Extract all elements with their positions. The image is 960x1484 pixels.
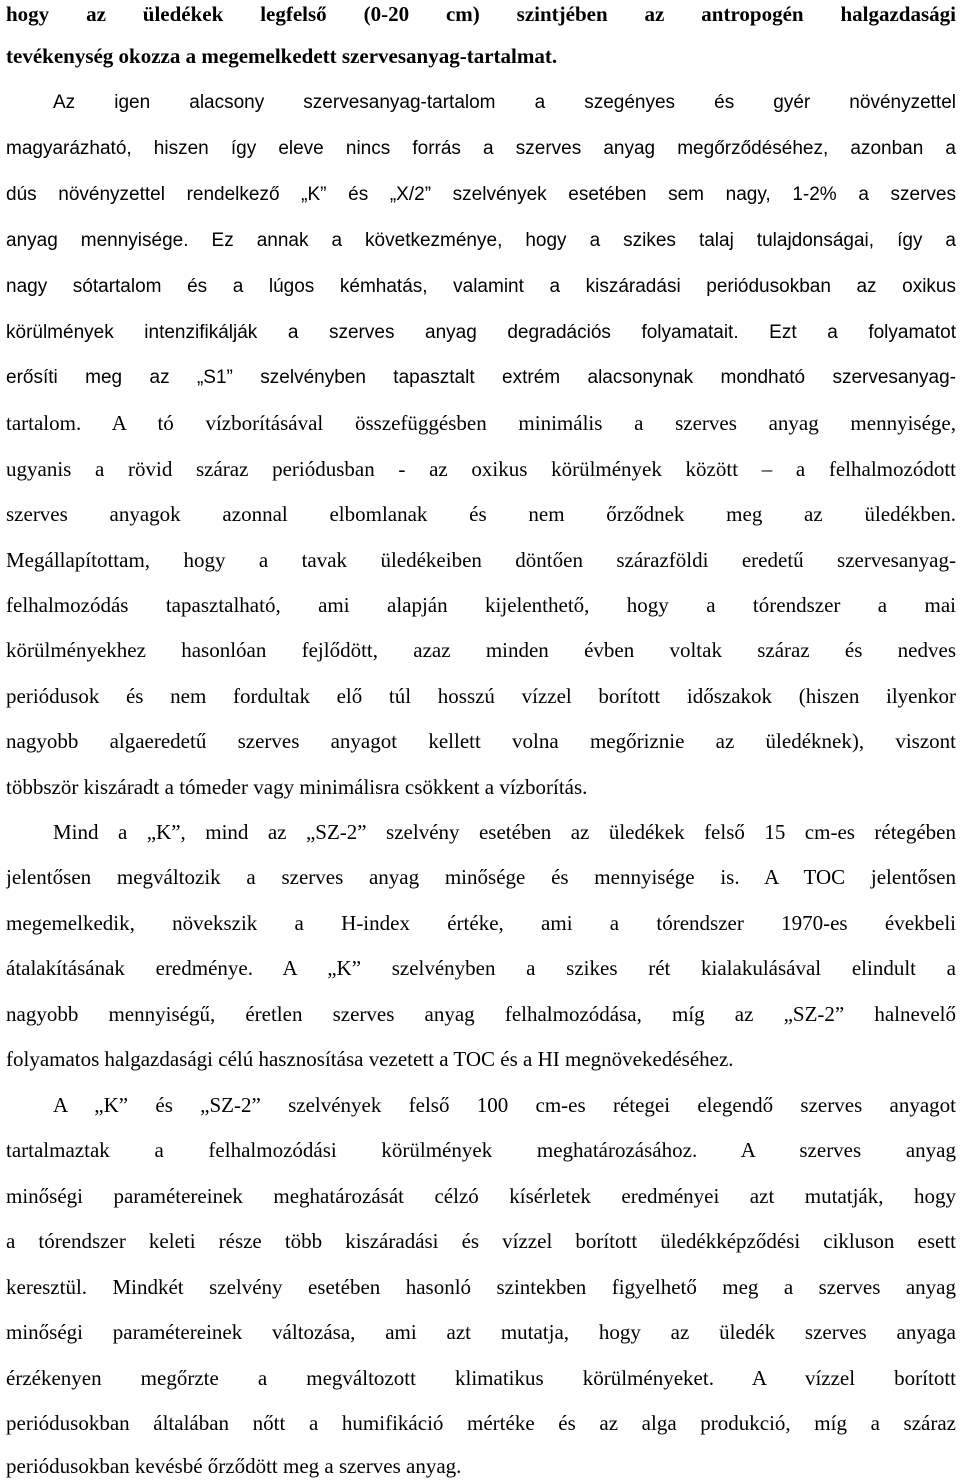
- text-line: periódusokban kevésbé őrződött meg a szerves anyag.: [6, 1454, 462, 1478]
- text-line: tartalmaztak a felhalmozódási körülmények meghatározásához. A szerves anyag: [6, 1138, 956, 1162]
- text-line: Mind a „K”, mind az „SZ-2” szelvény esetében az üledékek felső 15 cm-es rétegében: [53, 820, 956, 844]
- text-line: nagyobb algaeredetű szerves anyagot kellett volna megőriznie az üledéknek), viszont: [6, 729, 956, 753]
- text-line: nagyobb mennyiségű, éretlen szerves anyag felhalmozódása, míg az „SZ-2” halnevelő: [6, 1002, 956, 1026]
- text-line: keresztül. Mindkét szelvény esetében hasonló szintekben figyelhető meg a szerves anyag: [6, 1275, 956, 1299]
- text-line: tevékenység okozza a megemelkedett szervesanyag-tartalmat.: [6, 44, 558, 68]
- text-line: minőségi paramétereinek meghatározását célzó kísérletek eredményei azt mutatják, hogy: [6, 1184, 956, 1208]
- text-line: minőségi paramétereinek változása, ami azt mutatja, hogy az üledék szerves anyaga: [6, 1320, 956, 1344]
- text-line: Megállapítottam, hogy a tavak üledékeiben döntően szárazföldi eredetű szervesanyag-: [6, 548, 956, 572]
- text-line: erősíti meg az „S1” szelvényben tapasztalt extrém alacsonynak mondható szervesanyag-: [6, 367, 956, 388]
- text-line: a tórendszer keleti része több kiszáradási és vízzel borított üledékképződési cikluson esett: [6, 1229, 956, 1253]
- text-line: Az igen alacsony szervesanyag-tartalom a szegényes és gyér növényzettel: [53, 92, 956, 113]
- text-line: szerves anyagok azonnal elbomlanak és nem őrződnek meg az üledékben.: [6, 502, 956, 526]
- text-line: jelentősen megváltozik a szerves anyag minősége és mennyisége is. A TOC jelentősen: [6, 865, 956, 889]
- text-line: körülményekhez hasonlóan fejlődött, azaz minden évben voltak száraz és nedves: [6, 638, 956, 662]
- text-line: tartalom. A tó vízborításával összefüggésben minimális a szerves anyag mennyisége,: [6, 411, 956, 435]
- text-line: körülmények intenzifikálják a szerves anyag degradációs folyamatait. Ezt a folyamatot: [6, 322, 956, 343]
- text-line: többször kiszáradt a tómeder vagy minimálisra csökkent a vízborítás.: [6, 775, 588, 799]
- text-line: A „K” és „SZ-2” szelvények felső 100 cm-es rétegei elegendő szerves anyagot: [53, 1093, 956, 1117]
- text-line: dús növényzettel rendelkező „K” és „X/2” szelvények esetében sem nagy, 1-2% a szerves: [6, 184, 956, 205]
- text-line: periódusok és nem fordultak elő túl hosszú vízzel borított időszakok (hiszen ilyenkor: [6, 684, 956, 708]
- text-line: érzékenyen megőrzte a megváltozott klimatikus körülményeket. A vízzel borított: [6, 1366, 956, 1390]
- text-line: magyarázható, hiszen így eleve nincs forrás a szerves anyag megőrződéséhez, azonban a: [6, 138, 956, 159]
- text-line: nagy sótartalom és a lúgos kémhatás, valamint a kiszáradási periódusokban az oxikus: [6, 276, 956, 297]
- text-line: anyag mennyisége. Ez annak a következménye, hogy a szikes talaj tulajdonságai, így a: [6, 230, 956, 251]
- text-line: hogy az üledékek legfelső (0-20 cm) szintjében az antropogén halgazdasági: [6, 2, 956, 26]
- text-line: periódusokban általában nőtt a humifikáció mértéke és az alga produkció, míg a száraz: [6, 1411, 956, 1435]
- text-line: ugyanis a rövid száraz periódusban - az oxikus körülmények között – a felhalmozódott: [6, 457, 956, 481]
- text-line: átalakításának eredménye. A „K” szelvényben a szikes rét kialakulásával elindult a: [6, 956, 956, 980]
- text-line: megemelkedik, növekszik a H-index értéke, ami a tórendszer 1970-es évekbeli: [6, 911, 956, 935]
- text-line: felhalmozódás tapasztalható, ami alapján kijelenthető, hogy a tórendszer a mai: [6, 593, 956, 617]
- text-line: folyamatos halgazdasági célú hasznosítása vezetett a TOC és a HI megnövekedéséhez.: [6, 1047, 734, 1071]
